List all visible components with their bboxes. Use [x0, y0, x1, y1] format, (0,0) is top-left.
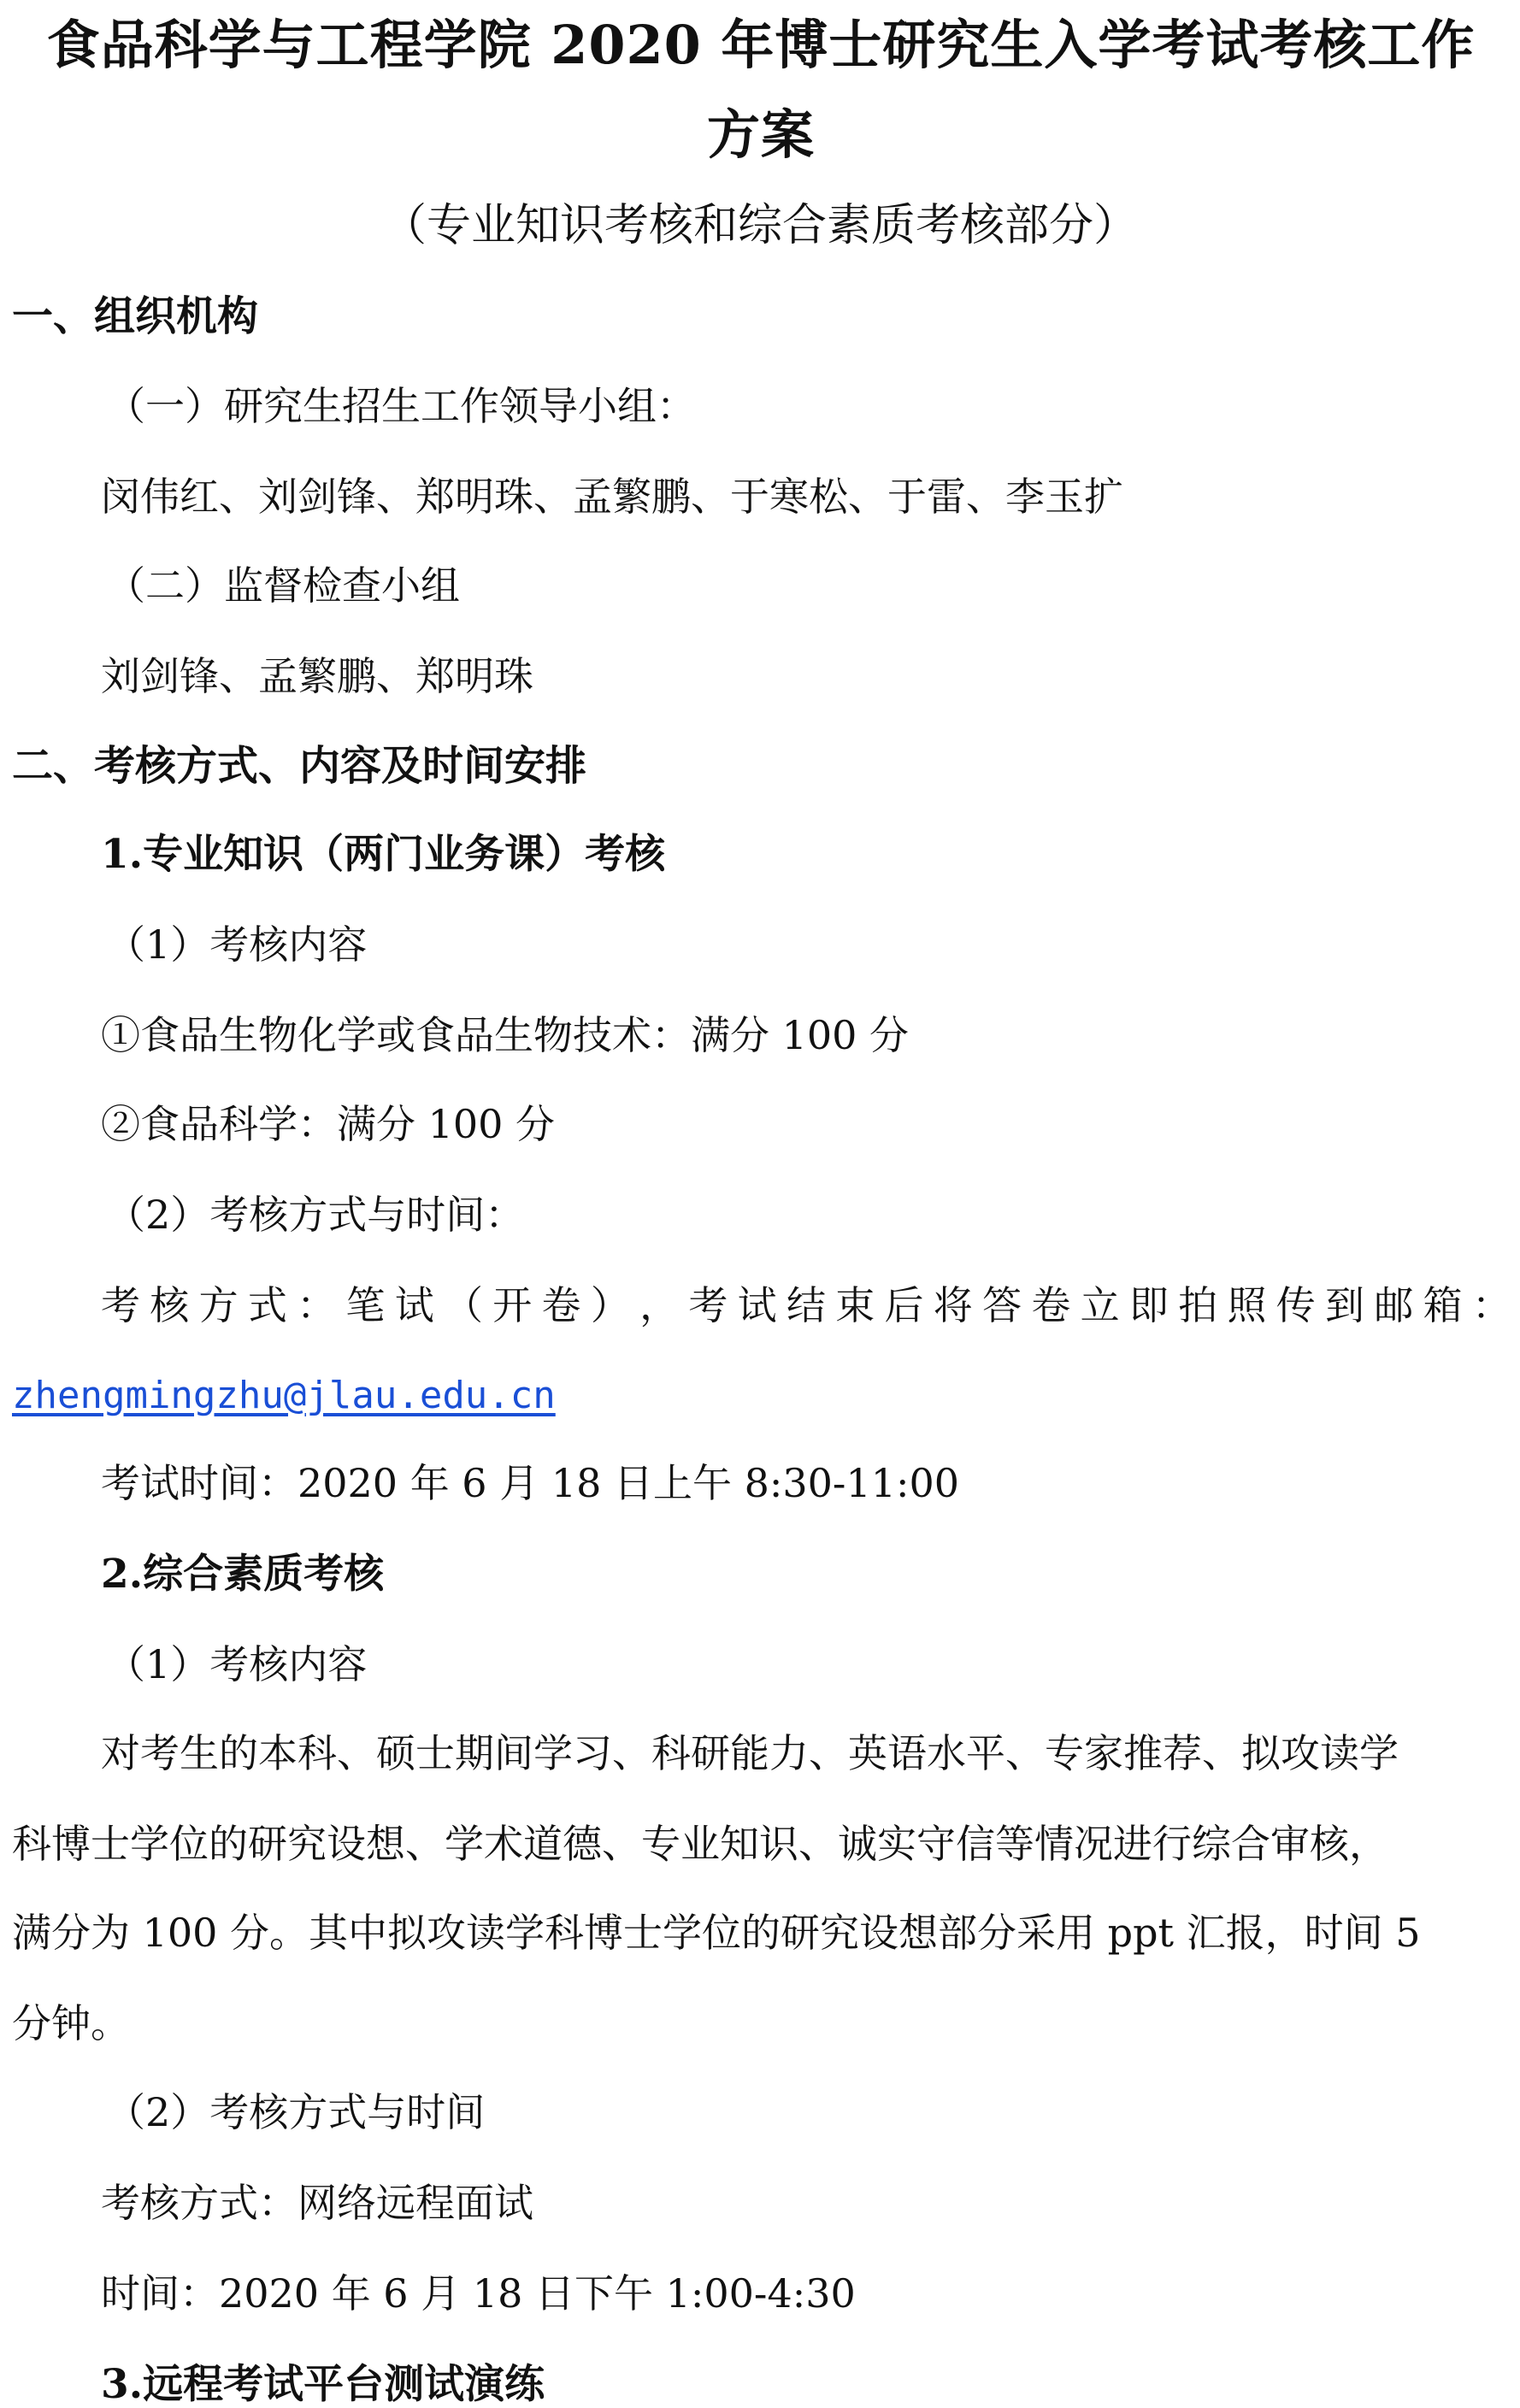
justified-char: 箱: [1423, 1282, 1463, 1328]
justified-char: 将: [933, 1282, 973, 1328]
supervision-group-members: 刘剑锋、孟繁鹏、郑明珠: [101, 653, 533, 699]
part-1-item-1: ①食品生物化学或食品生物技术：满分 100 分: [101, 1012, 910, 1058]
part-1-item-2: ②食品科学：满分 100 分: [101, 1101, 556, 1147]
justified-char: 笔: [345, 1282, 386, 1328]
part-2-time: 时间：2020 年 6 月 18 日下午 1:00-4:30: [101, 2270, 856, 2317]
part-1-content-label: （1）考核内容: [106, 921, 368, 968]
justified-char: 到: [1325, 1282, 1365, 1328]
justified-char: ）: [590, 1282, 630, 1328]
justified-char: 束: [835, 1282, 875, 1328]
justified-char: ：: [1471, 1282, 1511, 1328]
justified-char: 考: [688, 1282, 728, 1328]
justified-char: 试: [737, 1282, 777, 1328]
part-2-paragraph-line-2: 科博士学位的研究设想、学术道德、专业知识、诚实守信等情况进行综合审核，: [12, 1821, 1388, 1867]
part-1-method-label: （2）考核方式与时间：: [106, 1192, 525, 1238]
document-title-line-1: 食品科学与工程学院 2020 年博士研究生入学考试考核工作: [46, 14, 1476, 76]
justified-char: 邮: [1374, 1282, 1414, 1328]
part-2-heading: 2.综合素质考核: [101, 1551, 385, 1598]
justified-char: 卷: [1031, 1282, 1071, 1328]
part-1-exam-time: 考试时间：2020 年 6 月 18 日上午 8:30-11:00: [101, 1460, 960, 1506]
part-2-paragraph-line-1: 对考生的本科、硕士期间学习、科研能力、英语水平、专家推荐、拟攻读学: [101, 1730, 1399, 1776]
section-1-heading: 一、组织机构: [12, 292, 259, 340]
justified-char: 考: [101, 1282, 140, 1328]
justified-char: 照: [1227, 1282, 1267, 1328]
leadership-group-members: 闵伟红、刘剑锋、郑明珠、孟繁鹏、于寒松、于雷、李玉扩: [101, 474, 1123, 520]
submission-email-link[interactable]: [12, 1375, 556, 1415]
leadership-group-label: （一）研究生招生工作领导小组：: [106, 383, 696, 429]
justified-char: 答: [982, 1282, 1022, 1328]
part-1-heading: 1.专业知识（两门业务课）考核: [101, 831, 666, 878]
part-2-method: 考核方式：网络远程面试: [101, 2180, 533, 2226]
justified-char: 卷: [541, 1282, 581, 1328]
justified-char: 立: [1080, 1282, 1120, 1328]
email-address[interactable]: zhengmingzhu@jlau.edu.cn: [12, 1374, 556, 1417]
part-2-paragraph-line-4: 分钟。: [12, 2000, 130, 2046]
justified-char: 结: [786, 1282, 826, 1328]
supervision-group-label: （二）监督检查小组: [106, 562, 460, 609]
justified-char: 方: [198, 1282, 239, 1328]
justified-char: 式: [247, 1282, 287, 1328]
part-2-method-label: （2）考核方式与时间: [106, 2089, 486, 2135]
justified-char: 拍: [1178, 1282, 1218, 1328]
justified-char: 即: [1128, 1282, 1169, 1328]
justified-char: ，: [639, 1282, 680, 1328]
justified-char: 试: [394, 1282, 434, 1328]
justified-char: 开: [492, 1282, 533, 1328]
justified-char: 传: [1276, 1282, 1316, 1328]
part-3-heading: 3.远程考试平台测试演练: [101, 2361, 545, 2408]
part-2-paragraph-line-3: 满分为 100 分。其中拟攻读学科博士学位的研究设想部分采用 ppt 汇报，时间 5: [12, 1910, 1421, 1956]
part-1-method-text: [101, 1282, 1511, 1328]
justified-char: （: [443, 1282, 483, 1328]
document-title-line-2: 方案: [706, 103, 815, 166]
part-2-content-label: （1）考核内容: [106, 1641, 368, 1687]
document-subtitle: （专业知识考核和综合素质考核部分）: [381, 200, 1138, 251]
justified-char: ：: [297, 1282, 337, 1328]
section-2-heading: 二、考核方式、内容及时间安排: [12, 742, 587, 790]
justified-char: 后: [884, 1282, 924, 1328]
justified-char: 核: [150, 1282, 190, 1328]
